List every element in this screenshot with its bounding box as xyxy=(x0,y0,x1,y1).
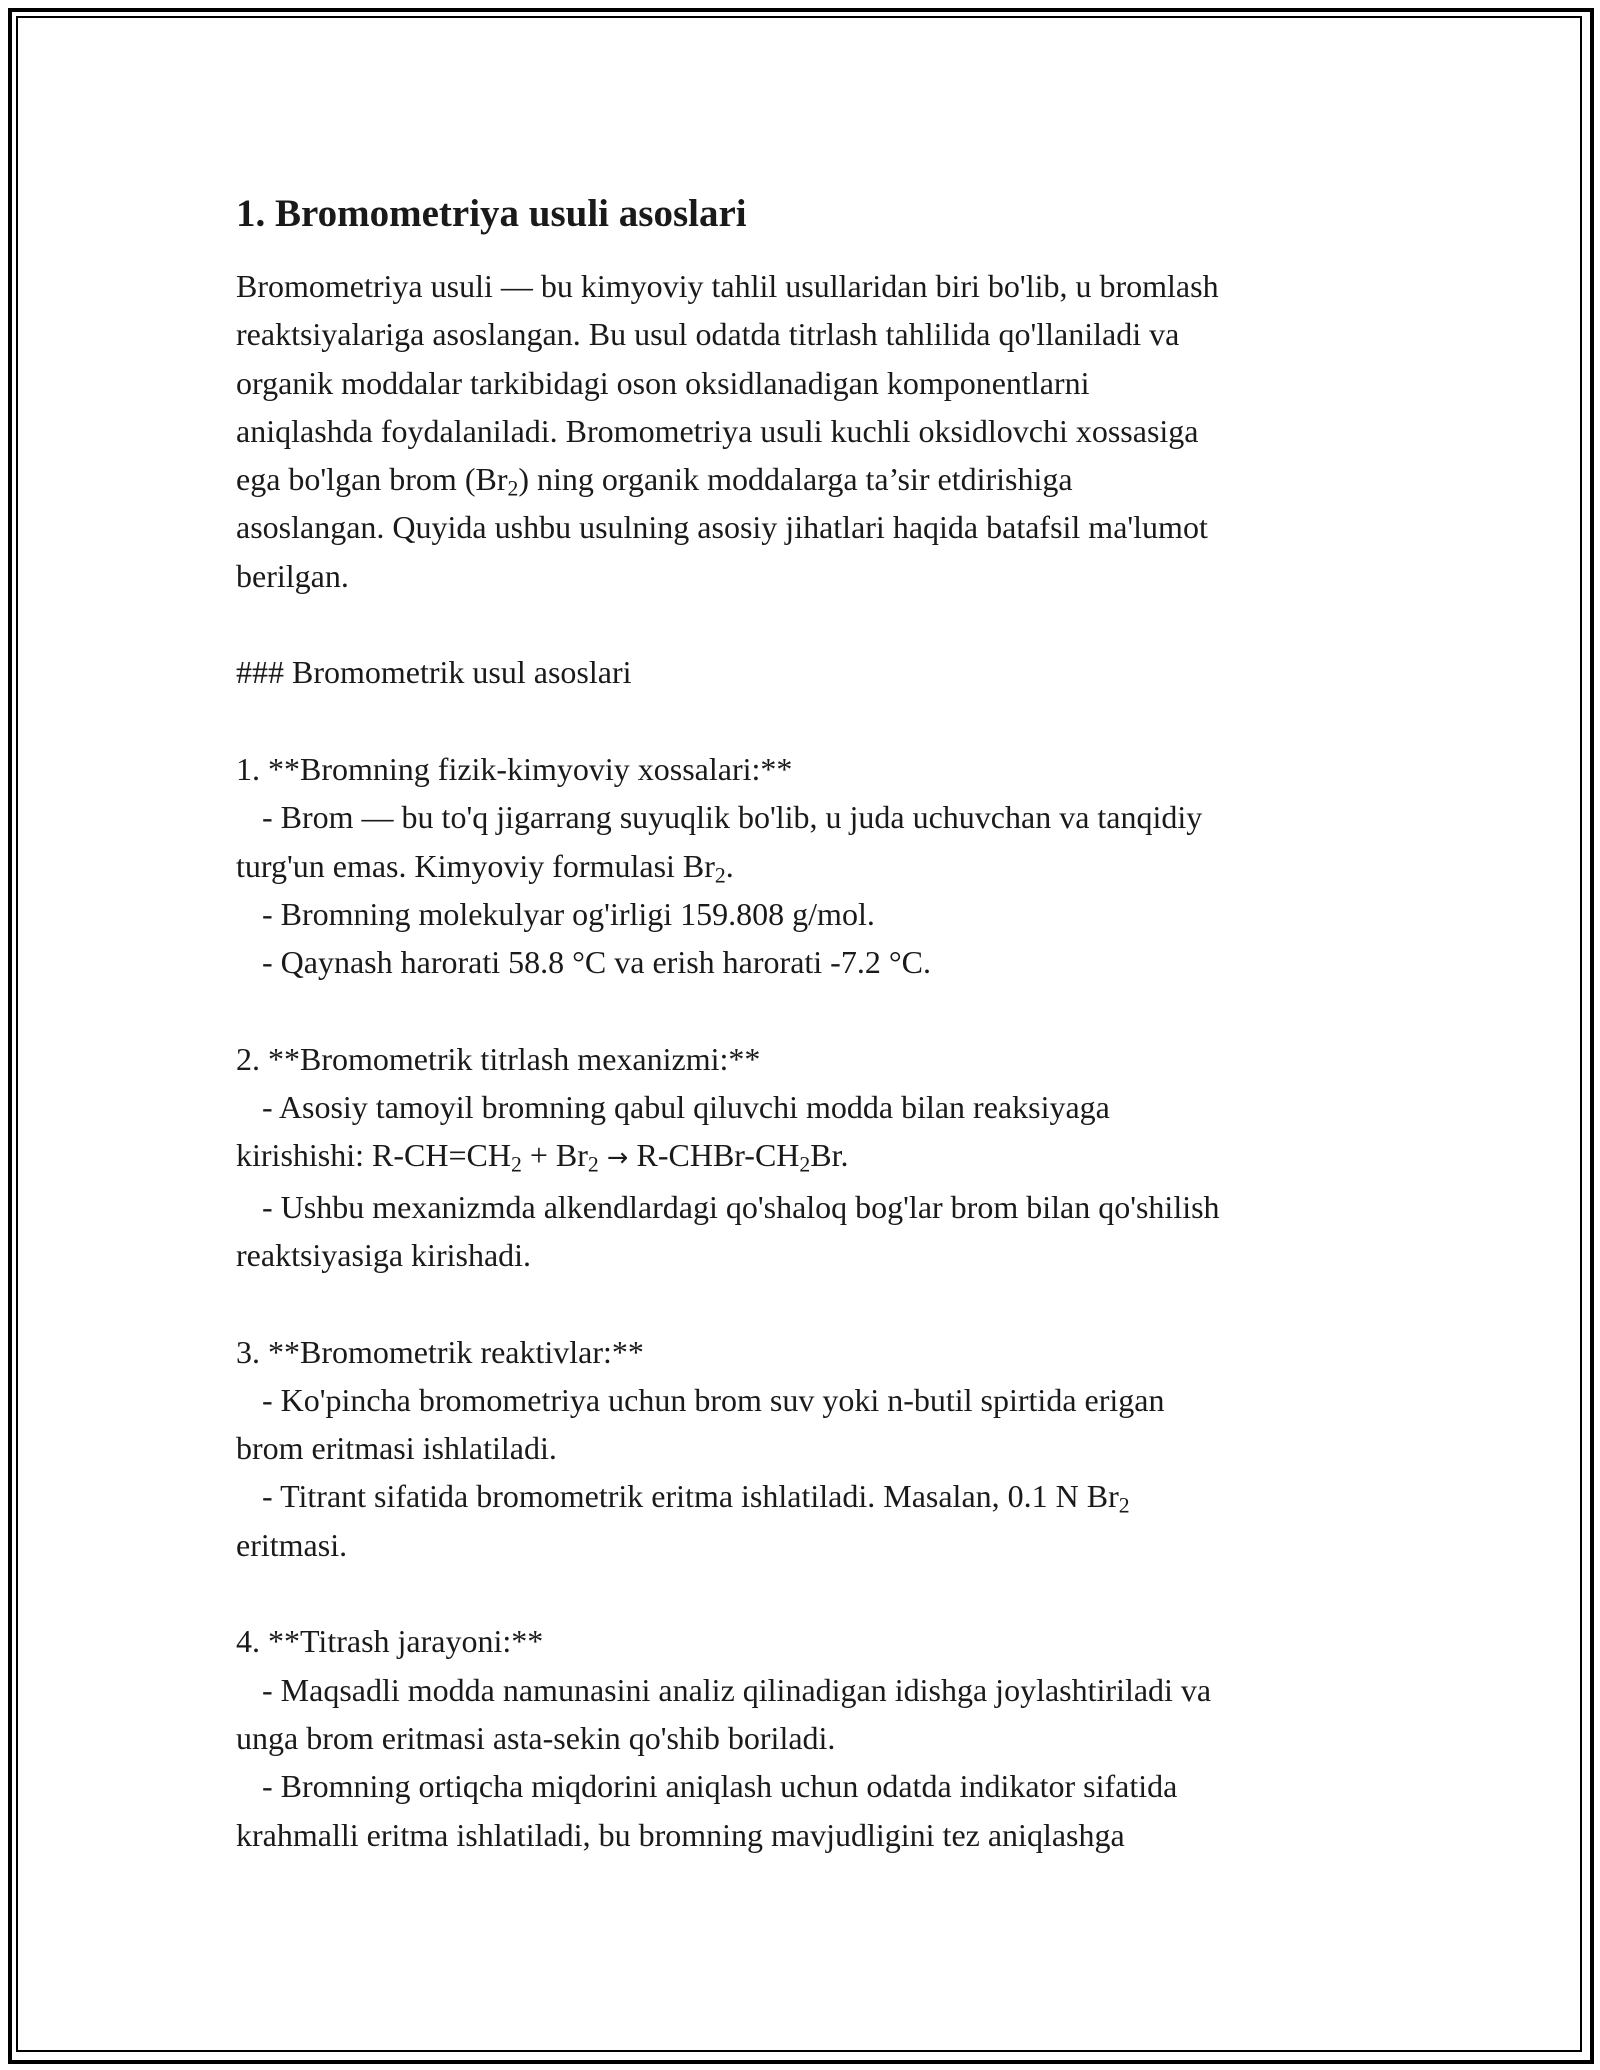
intro-line: organik moddalar tarkibidagi oson oksidlanadigan komponentlarni xyxy=(236,364,1090,401)
text-fragment: ega bo'lgan brom (Br xyxy=(236,461,508,498)
document-title: 1. Bromometriya usuli asoslari xyxy=(236,192,747,235)
section-heading: 1. **Bromning fizik-kimyoviy xossalari:** xyxy=(236,750,793,787)
list-item: - Brom — bu to'q jigarrang suyuqlik bo'lib, u juda uchuvchan va tanqidiy xyxy=(262,799,1203,836)
intro-paragraph xyxy=(236,262,1376,1859)
text-fragment: . xyxy=(725,847,734,884)
list-item: - Ko'pincha bromometriya uchun brom suv yoki n-butil spirtida erigan xyxy=(262,1381,1165,1418)
subscript: 2 xyxy=(507,476,519,501)
text-fragment: ) ning organik moddalarga ta’sir etdirishiga xyxy=(518,461,1073,498)
subscript: 2 xyxy=(587,1152,599,1177)
section-heading: 3. **Bromometrik reaktivlar:** xyxy=(236,1333,644,1370)
subscript: 2 xyxy=(799,1152,811,1177)
text-fragment: R-CHBr-CH xyxy=(636,1137,800,1174)
list-item-continuation: unga brom eritmasi asta-sekin qo'shib boriladi. xyxy=(236,1719,836,1756)
text-fragment: Br. xyxy=(810,1137,849,1174)
subscript: 2 xyxy=(1118,1493,1130,1518)
text-fragment: turg'un emas. Kimyoviy formulasi Br xyxy=(236,847,715,884)
section-heading: 2. **Bromometrik titrlash mexanizmi:** xyxy=(236,1040,761,1077)
intro-line: Bromometriya usuli — bu kimyoviy tahlil usullaridan biri bo'lib, u bromlash xyxy=(236,268,1219,304)
list-item-continuation: reaktsiyasiga kirishadi. xyxy=(236,1236,532,1273)
list-item: - Ushbu mexanizmda alkendlardagi qo'shaloq bog'lar brom bilan qo'shilish xyxy=(262,1188,1220,1225)
list-item-continuation: eritmasi. xyxy=(236,1526,348,1563)
reaction-equation xyxy=(236,1131,1376,1182)
list-item: - Bromning ortiqcha miqdorini aniqlash uchun odatda indikator sifatida xyxy=(262,1768,1178,1805)
text-fragment: - Titrant sifatida bromometrik eritma ishlatiladi. Masalan, 0.1 N Br xyxy=(262,1478,1119,1515)
intro-line: reaktsiyalariga asoslangan. Bu usul odatda titrlash tahlilida qo'llaniladi va xyxy=(236,316,1180,353)
text-fragment: kirishishi: R-CH=CH xyxy=(236,1137,511,1174)
list-item-continuation: krahmalli eritma ishlatiladi, bu bromning mavjudligini tez aniqlashga xyxy=(236,1816,1125,1853)
list-item: - Qaynash harorati 58.8 °C va erish harorati -7.2 °C. xyxy=(262,944,931,981)
list-item xyxy=(236,1472,1376,1520)
intro-line: berilgan. xyxy=(236,557,349,594)
list-item: - Maqsadli modda namunasini analiz qilinadigan idishga joylashtiriladi va xyxy=(262,1671,1212,1708)
subscript: 2 xyxy=(714,863,726,887)
intro-line: asoslangan. Quyida ushbu usulning asosiy jihatlari haqida batafsil ma'lumot xyxy=(236,509,1208,546)
section-heading: 4. **Titrash jarayoni:** xyxy=(236,1623,544,1660)
subscript: 2 xyxy=(510,1152,522,1177)
intro-line: aniqlashda foydalaniladi. Bromometriya usuli kuchli oksidlovchi xossasiga xyxy=(236,412,1199,449)
list-item-continuation xyxy=(236,842,1376,890)
list-item: - Asosiy tamoyil bromning qabul qiluvchi modda bilan reaksiyaga xyxy=(262,1089,1110,1126)
text-fragment: + Br xyxy=(521,1137,588,1174)
document-body xyxy=(236,190,1376,1859)
intro-line xyxy=(236,455,1376,503)
list-item-continuation: brom eritmasi ishlatiladi. xyxy=(236,1430,557,1467)
reaction-arrow-icon: → xyxy=(598,1143,637,1174)
subheading: ### Bromometrik usul asoslari xyxy=(236,654,632,691)
list-item: - Bromning molekulyar og'irligi 159.808 g/mol. xyxy=(262,895,875,932)
